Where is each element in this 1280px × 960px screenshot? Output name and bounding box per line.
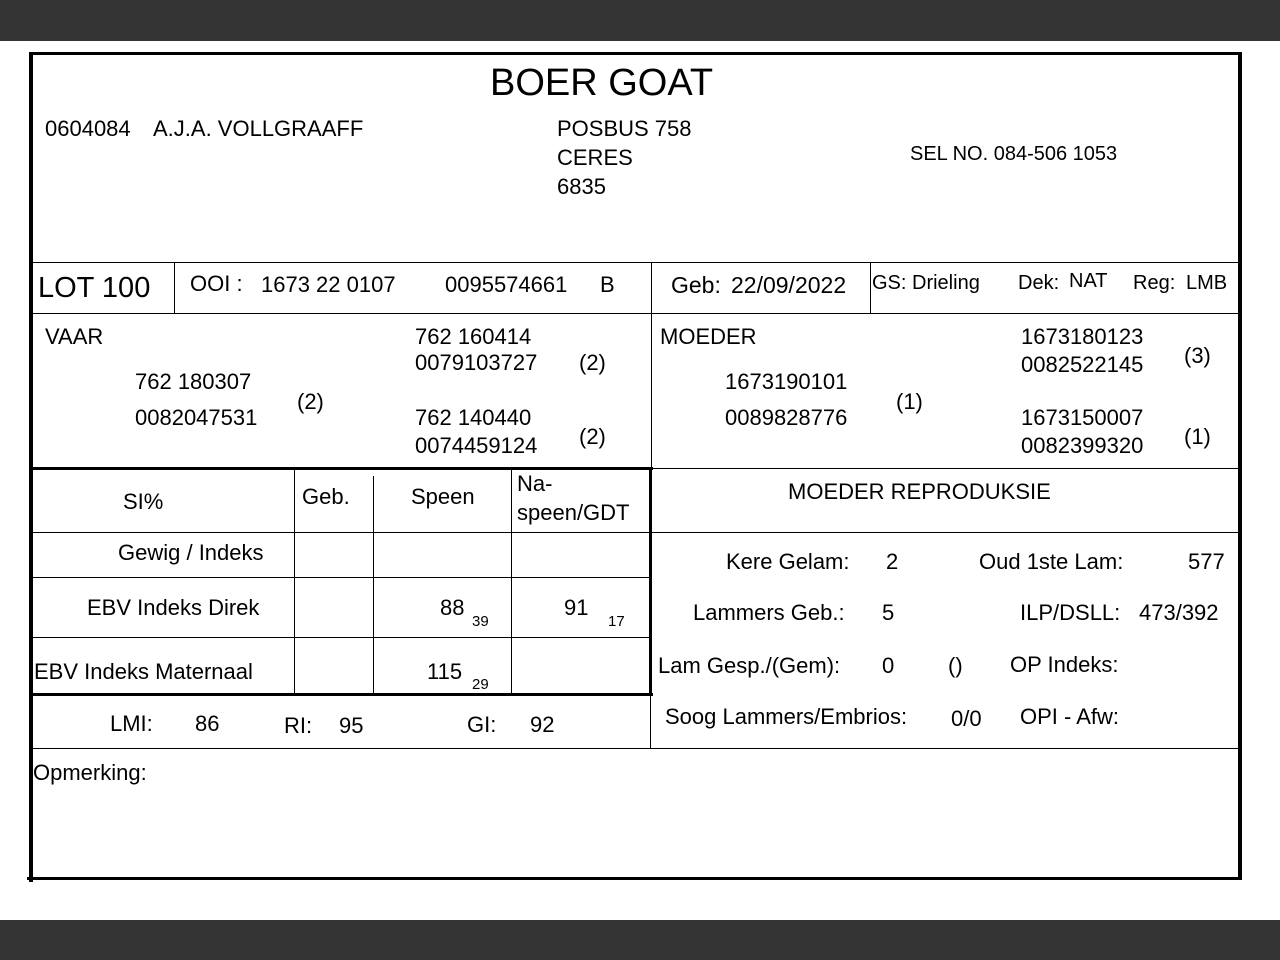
lammers-geb-value: 5 <box>882 600 895 625</box>
birth-date: 22/09/2022 <box>731 272 847 298</box>
repro-top-line <box>652 468 1240 469</box>
oud-lam-value: 577 <box>1188 549 1225 574</box>
birth-date-label: Geb: <box>671 272 721 298</box>
repro-title: MOEDER REPRODUKSIE <box>788 479 1051 504</box>
ebv-direk-naspeen: 91 <box>564 595 589 620</box>
moeder-id: 0089828776 <box>725 405 848 430</box>
indices-divider <box>650 696 651 748</box>
lot-row-bottom-line <box>33 313 1240 314</box>
ooi-label: OOI : <box>190 271 243 296</box>
col-naspeen-header-1: Na- <box>517 471 553 496</box>
vaar-dam-id: 0074459124 <box>415 433 538 458</box>
lam-gesp-label: Lam Gesp./(Gem): <box>658 653 841 678</box>
dek-value: NAT <box>1069 270 1108 292</box>
perf-col-line-3 <box>511 470 512 693</box>
vaar-number: 762 180307 <box>135 369 252 394</box>
frame-top <box>29 52 1242 55</box>
address-line-3: 6835 <box>557 174 606 199</box>
ri-label: RI: <box>284 713 313 738</box>
phone-number: SEL NO. 084-506 1053 <box>910 143 1118 165</box>
moeder-sire-id: 0082522145 <box>1021 352 1144 377</box>
vaar-dam-number: 762 140440 <box>415 405 532 430</box>
lot-label: LOT 100 <box>38 272 151 304</box>
address-line-2: CERES <box>557 145 633 170</box>
moeder-number: 1673190101 <box>725 369 848 394</box>
perf-table-top <box>31 467 653 470</box>
op-indeks-label: OP Indeks: <box>1010 652 1119 677</box>
ebv-direk-naspeen-accuracy: 17 <box>608 613 625 630</box>
ri-value: 95 <box>339 713 364 738</box>
lmi-value: 86 <box>195 711 220 736</box>
top-dark-bar <box>0 0 1280 41</box>
perf-table-bottom <box>31 693 653 696</box>
vaar-id: 0082047531 <box>135 405 258 430</box>
ilp-value: 473/392 <box>1139 600 1219 625</box>
moeder-label: MOEDER <box>660 324 757 349</box>
perf-table-right <box>649 467 652 696</box>
indices-bottom-line <box>33 748 1240 749</box>
lot-divider-1 <box>174 262 175 313</box>
gs-value: GS: Drieling <box>872 272 980 294</box>
reg-value: LMB <box>1186 272 1228 294</box>
lot-divider-2 <box>651 262 652 468</box>
page-title: BOER GOAT <box>490 62 714 104</box>
moeder-sire-code: (3) <box>1184 343 1211 368</box>
perf-header-line <box>33 532 1240 533</box>
perf-row-line-2 <box>33 637 650 638</box>
ooi-number: 1673 22 0107 <box>261 272 396 297</box>
oud-lam-label: Oud 1ste Lam: <box>979 549 1124 574</box>
ebv-maternaal-speen-accuracy: 29 <box>472 676 489 693</box>
lam-gesp-gem: () <box>948 653 963 678</box>
bottom-dark-bar <box>0 920 1280 960</box>
row-ebv-maternaal-label: EBV Indeks Maternaal <box>34 659 253 684</box>
address-line-1: POSBUS 758 <box>557 116 692 141</box>
lot-row-top-line <box>33 262 1240 263</box>
breeder-code: 0604084 <box>45 116 131 141</box>
soog-label: Soog Lammers/Embrios: <box>665 704 908 729</box>
soog-value: 0/0 <box>951 706 982 731</box>
moeder-dam-id: 0082399320 <box>1021 433 1144 458</box>
vaar-sire-id: 0079103727 <box>415 350 538 375</box>
ooi-grade: B <box>600 272 615 297</box>
breeder-name: A.J.A. VOLLGRAAFF <box>153 116 364 141</box>
ebv-direk-speen: 88 <box>440 595 465 620</box>
col-geb-header: Geb. <box>302 484 350 509</box>
row-gewig-label: Gewig / Indeks <box>118 540 264 565</box>
remarks-label: Opmerking: <box>33 760 147 785</box>
vaar-sire-number: 762 160414 <box>415 324 532 349</box>
lammers-geb-label: Lammers Geb.: <box>693 600 845 625</box>
lam-gesp-value: 0 <box>882 653 895 678</box>
lot-divider-3 <box>870 262 871 313</box>
col-speen-header: Speen <box>411 484 475 509</box>
kere-gelam-value: 2 <box>886 549 899 574</box>
gi-value: 92 <box>530 712 555 737</box>
frame-bottom <box>27 877 1242 880</box>
ooi-id: 0095574661 <box>445 272 568 297</box>
ebv-maternaal-speen: 115 <box>427 659 463 684</box>
vaar-code: (2) <box>297 389 324 414</box>
moeder-sire-number: 1673180123 <box>1021 324 1144 349</box>
ilp-label: ILP/DSLL: <box>1020 600 1121 625</box>
lmi-label: LMI: <box>110 711 153 736</box>
vaar-sire-code: (2) <box>579 350 606 375</box>
moeder-dam-code: (1) <box>1184 424 1211 449</box>
perf-row-line-1 <box>33 577 650 578</box>
vaar-dam-code: (2) <box>579 424 606 449</box>
dek-label: Dek: <box>1018 272 1060 294</box>
col-naspeen-header-2: speen/GDT <box>517 500 630 525</box>
vaar-label: VAAR <box>45 324 104 349</box>
moeder-code: (1) <box>896 389 923 414</box>
moeder-dam-number: 1673150007 <box>1021 405 1144 430</box>
reg-label: Reg: <box>1133 272 1176 294</box>
perf-col-line-2 <box>373 476 374 693</box>
kere-gelam-label: Kere Gelam: <box>726 549 850 574</box>
si-label: SI% <box>123 489 164 514</box>
ebv-direk-speen-accuracy: 39 <box>472 613 489 630</box>
opi-label: OPI - Afw: <box>1020 704 1120 729</box>
row-ebv-direk-label: EBV Indeks Direk <box>87 595 260 620</box>
perf-col-line-1 <box>294 470 295 693</box>
gi-label: GI: <box>467 712 497 737</box>
frame-right <box>1238 52 1242 880</box>
